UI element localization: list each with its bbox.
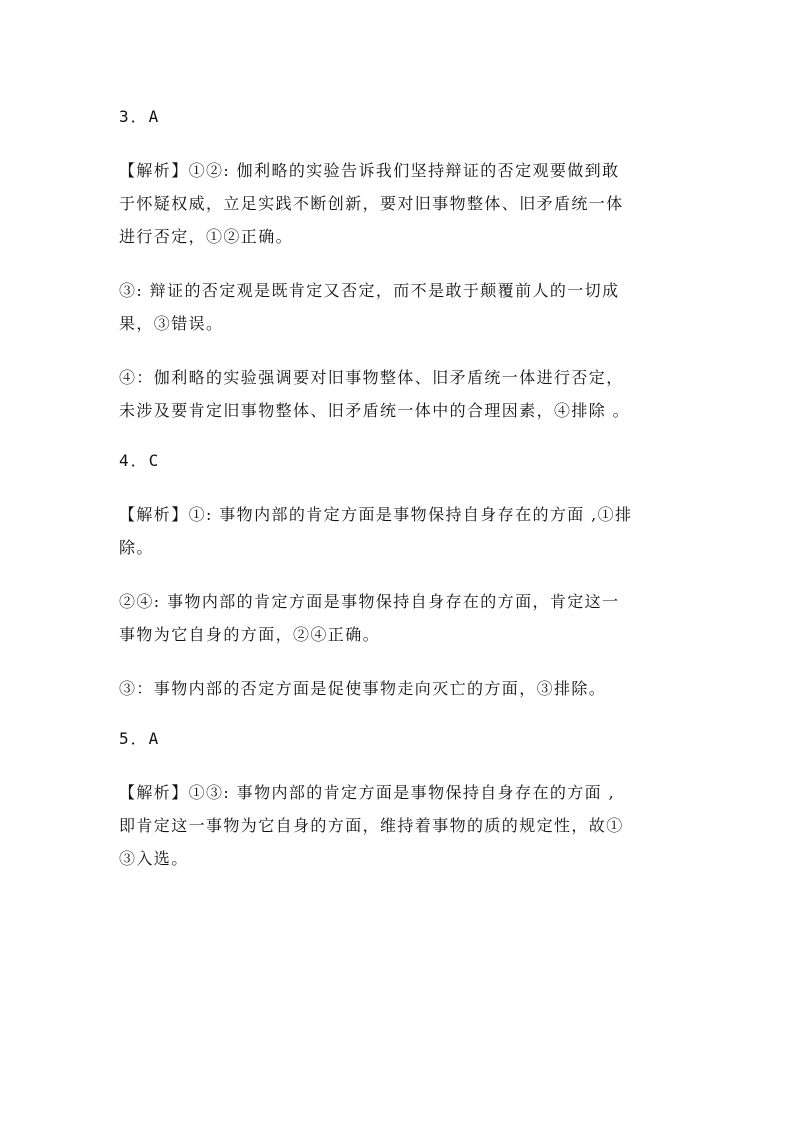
- question-number-3: 3．A: [119, 107, 161, 126]
- text-line: 【解析】①③: 事物内部的肯定方面是事物保持自身存在的方面 ,: [119, 783, 616, 802]
- analysis-paragraph: [119, 776, 679, 875]
- text-line: 于怀疑权威，立足实践不断创新，要对旧事物整体、旧矛盾统一体: [119, 194, 624, 213]
- text-line: ②④: 事物内部的肯定方面是事物保持自身存在的方面，肯定这一: [119, 592, 620, 611]
- text-line: 【解析】①②: 伽利略的实验告诉我们坚持辩证的否定观要做到敢: [119, 161, 620, 180]
- analysis-paragraph: [119, 274, 679, 340]
- answer-content: [119, 104, 679, 896]
- text-line: ③: 辩证的否定观是既肯定又否定，而不是敢于颠覆前人的一切成: [119, 281, 620, 300]
- text-line: 【解析】①: 事物内部的肯定方面是事物保持自身存在的方面 ,①排: [119, 505, 633, 524]
- text-line: 除。: [119, 538, 154, 557]
- analysis-paragraph: [119, 361, 679, 427]
- text-line: ④：伽利略的实验强调要对旧事物整体、旧矛盾统一体进行否定，: [119, 368, 624, 387]
- analysis-paragraph: [119, 672, 679, 705]
- question-number-5: 5．A: [119, 729, 161, 748]
- text-line: 进行否定，①②正确。: [119, 227, 294, 246]
- analysis-paragraph: [119, 154, 679, 253]
- text-line: ③入选。: [119, 849, 189, 868]
- analysis-paragraph: [119, 585, 679, 651]
- text-line: 即肯定这一事物为它自身的方面，维持着事物的质的规定性，故①: [119, 816, 624, 835]
- text-line: 事物为它自身的方面，②④正确。: [119, 625, 381, 644]
- text-line: 果，③错误。: [119, 314, 224, 333]
- text-line: ③：事物内部的否定方面是促使事物走向灭亡的方面，③排除。: [119, 679, 607, 698]
- analysis-paragraph: [119, 498, 679, 564]
- text-line: 未涉及要肯定旧事物整体、旧矛盾统一体中的合理因素，④排除 。: [119, 401, 631, 420]
- question-number-4: 4．C: [119, 451, 161, 470]
